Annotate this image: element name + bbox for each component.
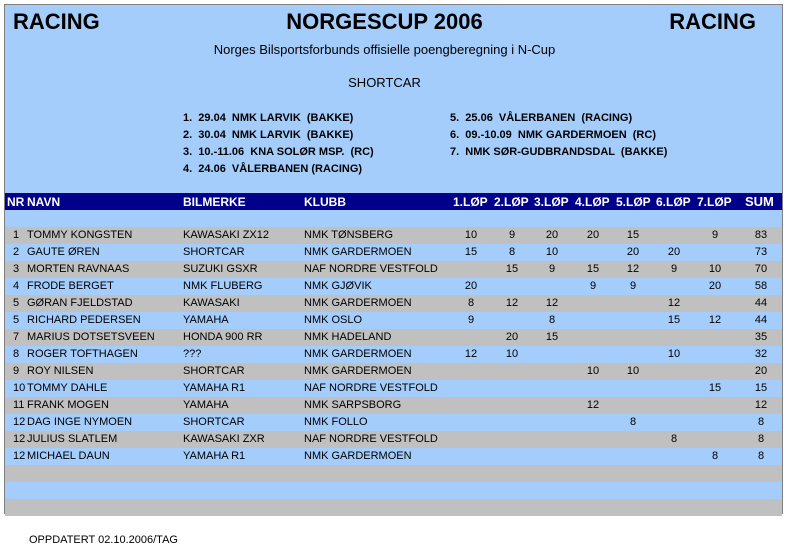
cell-bilmerke: YAMAHA R1: [183, 450, 246, 462]
empty-row: [5, 482, 782, 499]
cell-bilmerke: YAMAHA R1: [183, 382, 246, 394]
event-item: 6. 09.-10.09 NMK GARDERMOEN (RC): [450, 129, 656, 141]
header-right-label: RACING: [669, 9, 756, 34]
event-item: 7. NMK SØR-GUDBRANDSDAL (BAKKE): [450, 146, 668, 158]
cell-sum: 73: [754, 246, 768, 258]
cell-sum: 8: [757, 450, 765, 462]
cell-sum: 70: [754, 263, 768, 275]
cell-bilmerke: KAWASAKI ZX12: [183, 229, 269, 241]
cell-bilmerke: YAMAHA: [183, 314, 229, 326]
cell-l1: 9: [467, 314, 475, 326]
cell-l2: 8: [508, 246, 516, 258]
cell-l2: 12: [505, 297, 519, 309]
cell-l4: 20: [586, 229, 600, 241]
cell-l2: 15: [505, 263, 519, 275]
cell-klubb: NMK SARPSBORG: [304, 399, 402, 411]
cell-l5: 8: [629, 416, 637, 428]
cell-klubb: NAF NORDRE VESTFOLD: [304, 433, 438, 445]
cell-sum: 8: [757, 416, 765, 428]
cell-l5: 12: [626, 263, 640, 275]
cell-navn: GAUTE ØREN: [27, 246, 100, 258]
cell-navn: GØRAN FJELDSTAD: [27, 297, 133, 309]
cell-l2: 20: [505, 331, 519, 343]
event-item: 1. 29.04 NMK LARVIK (BAKKE): [183, 112, 354, 124]
cell-bilmerke: SUZUKI GSXR: [183, 263, 258, 275]
cell-nr: 5: [13, 314, 20, 326]
cell-l1: 12: [464, 348, 478, 360]
cell-navn: RICHARD PEDERSEN: [27, 314, 141, 326]
cell-l7: 12: [708, 314, 722, 326]
empty-row: [5, 210, 782, 227]
cell-bilmerke: YAMAHA: [183, 399, 229, 411]
cell-nr: 8: [13, 348, 20, 360]
table-row: [5, 244, 782, 261]
cell-bilmerke: SHORTCAR: [183, 365, 245, 377]
subtitle: Norges Bilsportsforbunds offisielle poengberegning i N-Cup: [213, 42, 556, 57]
cell-sum: 32: [754, 348, 768, 360]
cell-l6: 12: [667, 297, 681, 309]
cell-klubb: NMK GARDERMOEN: [304, 297, 412, 309]
cell-klubb: NMK FOLLO: [304, 416, 368, 428]
cell-l7: 9: [711, 229, 719, 241]
cell-l3: 20: [545, 229, 559, 241]
cell-l6: 9: [670, 263, 678, 275]
cell-bilmerke: KAWASAKI ZXR: [183, 433, 265, 445]
cell-navn: ROY NILSEN: [27, 365, 94, 377]
cell-sum: 58: [754, 280, 768, 292]
cell-navn: MARIUS DOTSETSVEEN: [27, 331, 155, 343]
cell-klubb: NMK TØNSBERG: [304, 229, 394, 241]
cell-l1: 20: [464, 280, 478, 292]
cell-bilmerke: ???: [183, 348, 202, 360]
col-header-navn: NAVN: [27, 195, 61, 209]
cell-sum: 44: [754, 297, 768, 309]
cell-sum: 15: [754, 382, 768, 394]
cell-navn: FRANK MOGEN: [27, 399, 109, 411]
cell-l5: 15: [626, 229, 640, 241]
event-list-left: [183, 110, 374, 178]
cell-l3: 9: [548, 263, 556, 275]
table-row: [5, 312, 782, 329]
cell-l3: 15: [545, 331, 559, 343]
cell-l1: 15: [464, 246, 478, 258]
event-item: 4. 24.06 VÅLERBANEN (RACING): [183, 163, 363, 175]
update-note: OPPDATERT 02.10.2006/TAG: [29, 534, 178, 546]
table-row: [5, 329, 782, 346]
table-row: [5, 414, 782, 431]
cell-sum: 20: [754, 365, 768, 377]
event-item: 2. 30.04 NMK LARVIK (BAKKE): [183, 129, 354, 141]
cell-klubb: NMK HADELAND: [304, 331, 392, 343]
cell-l3: 8: [548, 314, 556, 326]
cell-l2: 10: [505, 348, 519, 360]
col-header-lop1: 1.LØP: [453, 195, 488, 209]
cell-sum: 44: [754, 314, 768, 326]
table-row: [5, 295, 782, 312]
cell-navn: JULIUS SLATLEM: [27, 433, 118, 445]
cell-navn: MICHAEL DAUN: [27, 450, 110, 462]
table-row: [5, 448, 782, 465]
cell-navn: TOMMY KONGSTEN: [27, 229, 133, 241]
cell-l5: 10: [626, 365, 640, 377]
cell-nr: 3: [13, 263, 20, 275]
cell-sum: 35: [754, 331, 768, 343]
cell-klubb: NMK GARDERMOEN: [304, 365, 412, 377]
cell-nr: 12: [13, 433, 26, 445]
cell-l7: 10: [708, 263, 722, 275]
cell-l3: 10: [545, 246, 559, 258]
empty-row: [5, 499, 782, 516]
table-row: [5, 380, 782, 397]
cell-klubb: NAF NORDRE VESTFOLD: [304, 263, 438, 275]
col-header-nr: NR: [7, 195, 25, 209]
cell-l7: 8: [711, 450, 719, 462]
cell-klubb: NMK GJØVIK: [304, 280, 372, 292]
cell-nr: 9: [13, 365, 20, 377]
cell-l6: 8: [670, 433, 678, 445]
table-row: [5, 397, 782, 414]
cell-bilmerke: HONDA 900 RR: [183, 331, 263, 343]
cell-bilmerke: KAWASAKI: [183, 297, 240, 309]
empty-row: [5, 465, 782, 482]
cell-navn: MORTEN RAVNAAS: [27, 263, 130, 275]
cell-navn: DAG INGE NYMOEN: [27, 416, 133, 428]
cell-nr: 1: [13, 229, 20, 241]
cell-nr: 10: [13, 382, 26, 394]
col-header-lop2: 2.LØP: [494, 195, 529, 209]
cell-l6: 15: [667, 314, 681, 326]
table-row: [5, 261, 782, 278]
category-label: SHORTCAR: [348, 75, 421, 90]
cell-l5: 20: [626, 246, 640, 258]
header-left-label: RACING: [13, 9, 100, 34]
event-item: 3. 10.-11.06 KNA SOLØR MSP. (RC): [183, 146, 374, 158]
cell-nr: 4: [13, 280, 20, 292]
cell-l4: 10: [586, 365, 600, 377]
cell-l3: 12: [545, 297, 559, 309]
table-row: [5, 346, 782, 363]
cell-bilmerke: SHORTCAR: [183, 416, 245, 428]
table-row: [5, 227, 782, 244]
col-header-lop4: 4.LØP: [575, 195, 610, 209]
cell-l6: 10: [667, 348, 681, 360]
cell-klubb: NMK GARDERMOEN: [304, 348, 412, 360]
cell-klubb: NAF NORDRE VESTFOLD: [304, 382, 438, 394]
table-row: [5, 431, 782, 448]
col-header-lop6: 6.LØP: [656, 195, 691, 209]
cell-l1: 10: [464, 229, 478, 241]
cell-l6: 20: [667, 246, 681, 258]
cell-nr: 2: [13, 246, 20, 258]
cell-klubb: NMK OSLO: [304, 314, 363, 326]
cell-sum: 83: [754, 229, 768, 241]
cell-nr: 12: [13, 450, 26, 462]
cell-sum: 8: [757, 433, 765, 445]
table-header: [5, 193, 782, 210]
cell-navn: TOMMY DAHLE: [27, 382, 108, 394]
col-header-sum: SUM: [745, 194, 774, 209]
cell-sum: 12: [754, 399, 768, 411]
cell-l5: 9: [629, 280, 637, 292]
cell-nr: 7: [13, 331, 20, 343]
cell-nr: 11: [13, 399, 25, 411]
cell-l4: 12: [586, 399, 600, 411]
col-header-lop3: 3.LØP: [534, 195, 569, 209]
event-list-right: [450, 110, 667, 161]
table-row: [5, 278, 782, 295]
page-title: NORGESCUP 2006: [286, 9, 483, 34]
cell-klubb: NMK GARDERMOEN: [304, 450, 412, 462]
col-header-klubb: KLUBB: [304, 195, 346, 209]
cell-bilmerke: SHORTCAR: [183, 246, 245, 258]
cell-nr: 5: [13, 297, 20, 309]
results-sheet: [4, 4, 783, 514]
cell-navn: ROGER TOFTHAGEN: [27, 348, 138, 360]
cell-l4: 9: [589, 280, 597, 292]
cell-klubb: NMK GARDERMOEN: [304, 246, 412, 258]
cell-nr: 12: [13, 416, 26, 428]
cell-l2: 9: [508, 229, 516, 241]
cell-l1: 8: [467, 297, 475, 309]
event-item: 5. 25.06 VÅLERBANEN (RACING): [450, 112, 633, 124]
col-header-lop7: 7.LØP: [697, 195, 732, 209]
cell-navn: FRODE BERGET: [27, 280, 114, 292]
cell-l7: 20: [708, 280, 722, 292]
table-row: [5, 363, 782, 380]
col-header-bilmerke: BILMERKE: [183, 195, 246, 209]
cell-l4: 15: [586, 263, 600, 275]
col-header-lop5: 5.LØP: [616, 195, 651, 209]
cell-l7: 15: [708, 382, 722, 394]
cell-bilmerke: NMK FLUBERG: [183, 280, 263, 292]
